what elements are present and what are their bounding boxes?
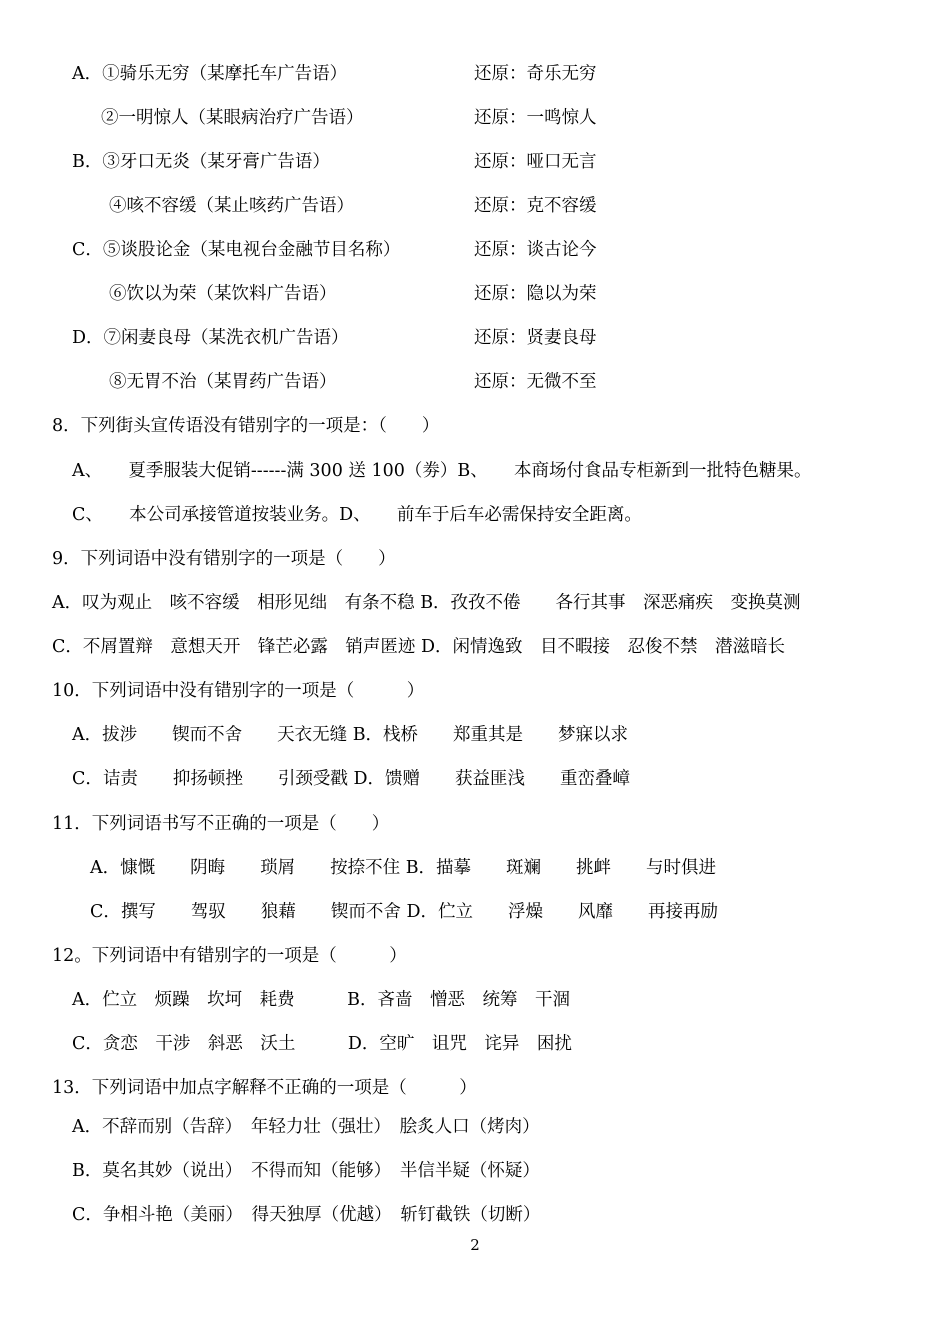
q9-options-line-1: A．叹为观止 咳不容缓 相形见绌 有条不稳 B．孜孜不倦 各行其事 深恶痛疾 变换莫测: [52, 593, 801, 613]
q10-options-line-2: C．诘责 抑扬顿挫 引颈受戳 D．馈赠 获益匪浅 重峦叠嶂: [72, 769, 630, 789]
q9-stem: 9．下列词语中没有错别字的一项是（ ）: [52, 549, 396, 569]
q7-option-b1-item: B．③牙口无炎（某牙膏广告语）: [72, 152, 330, 172]
q7-option-a2-restore: 还原：一鸣惊人: [474, 108, 597, 128]
q7-option-d2-restore: 还原：无微不至: [474, 372, 597, 392]
q10-stem: 10．下列词语中没有错别字的一项是（ ）: [52, 681, 425, 701]
q11-options-line-1: A．慷慨 阴晦 琐屑 按捺不住 B．描摹 斑斓 挑衅 与时俱进: [90, 858, 717, 878]
q7-option-d1-restore: 还原：贤妻良母: [474, 328, 597, 348]
q12-options-line-1: A．伫立 烦躁 坎坷 耗费 B．吝啬 憎恶 统筹 干涸: [72, 990, 570, 1010]
q11-stem: 11．下列词语书写不正确的一项是（ ）: [52, 814, 390, 834]
q8-options-line-1: A、 夏季服装大促销------满 300 送 100（劵）B、 本商场付食品专柜新到一批特色糖果。: [72, 461, 812, 481]
q7-option-a1-item: A．①骑乐无穷（某摩托车广告语）: [72, 64, 348, 84]
q7-option-c2-restore: 还原：隐以为荣: [474, 284, 597, 304]
q7-option-d1-item: D．⑦闲妻良母（某洗衣机广告语）: [72, 328, 349, 348]
q8-stem: 8．下列街头宣传语没有错别字的一项是：（ ）: [52, 416, 440, 436]
q7-option-a2-item: ②一明惊人（某眼病治疗广告语）: [101, 108, 364, 128]
q9-options-line-2: C．不屑置辩 意想天开 锋芒必露 销声匿迹 D．闲情逸致 目不暇接 忍俊不禁 潜滋暗长: [52, 637, 785, 657]
q13-option-a: A．不辞而别（告辞） 年轻力壮（强壮） 脍炙人口（烤肉）: [72, 1117, 540, 1137]
q7-option-c1-restore: 还原：谈古论今: [474, 240, 597, 260]
q12-options-line-2: C．贪恋 干涉 斜恶 沃土 D．空旷 诅咒 诧异 困扰: [72, 1034, 572, 1054]
q10-options-line-1: A．拔涉 锲而不舍 天衣无缝 B．栈桥 郑重其是 梦寐以求: [72, 725, 629, 745]
q13-stem: 13．下列词语中加点字解释不正确的一项是（ ）: [52, 1078, 477, 1098]
q7-option-b1-restore: 还原：哑口无言: [474, 152, 597, 172]
q7-option-a1-restore: 还原：奇乐无穷: [474, 64, 597, 84]
q7-option-d2-item: ⑧无胃不治（某胃药广告语）: [109, 372, 337, 392]
q7-option-b2-restore: 还原：克不容缓: [474, 196, 597, 216]
q11-options-line-2: C．撰写 驾驭 狼藉 锲而不舍 D．伫立 浮燥 风靡 再接再励: [90, 902, 718, 922]
q7-option-c1-item: C．⑤谈股论金（某电视台金融节目名称）: [72, 240, 401, 260]
q7-option-c2-item: ⑥饮以为荣（某饮料广告语）: [109, 284, 337, 304]
q13-option-b: B．莫名其妙（说出） 不得而知（能够） 半信半疑（怀疑）: [72, 1161, 540, 1181]
q13-option-c: C．争相斗艳（美丽） 得天独厚（优越） 斩钉截铁（切断）: [72, 1205, 541, 1225]
q12-stem: 12。下列词语中有错别字的一项是（ ）: [52, 946, 407, 966]
q7-option-b2-item: ④咳不容缓（某止咳药广告语）: [109, 196, 354, 216]
q8-options-line-2: C、 本公司承接管道按装业务。D、 前车于后车必需保持安全距离。: [72, 505, 642, 525]
page-number: 2: [470, 1236, 480, 1254]
